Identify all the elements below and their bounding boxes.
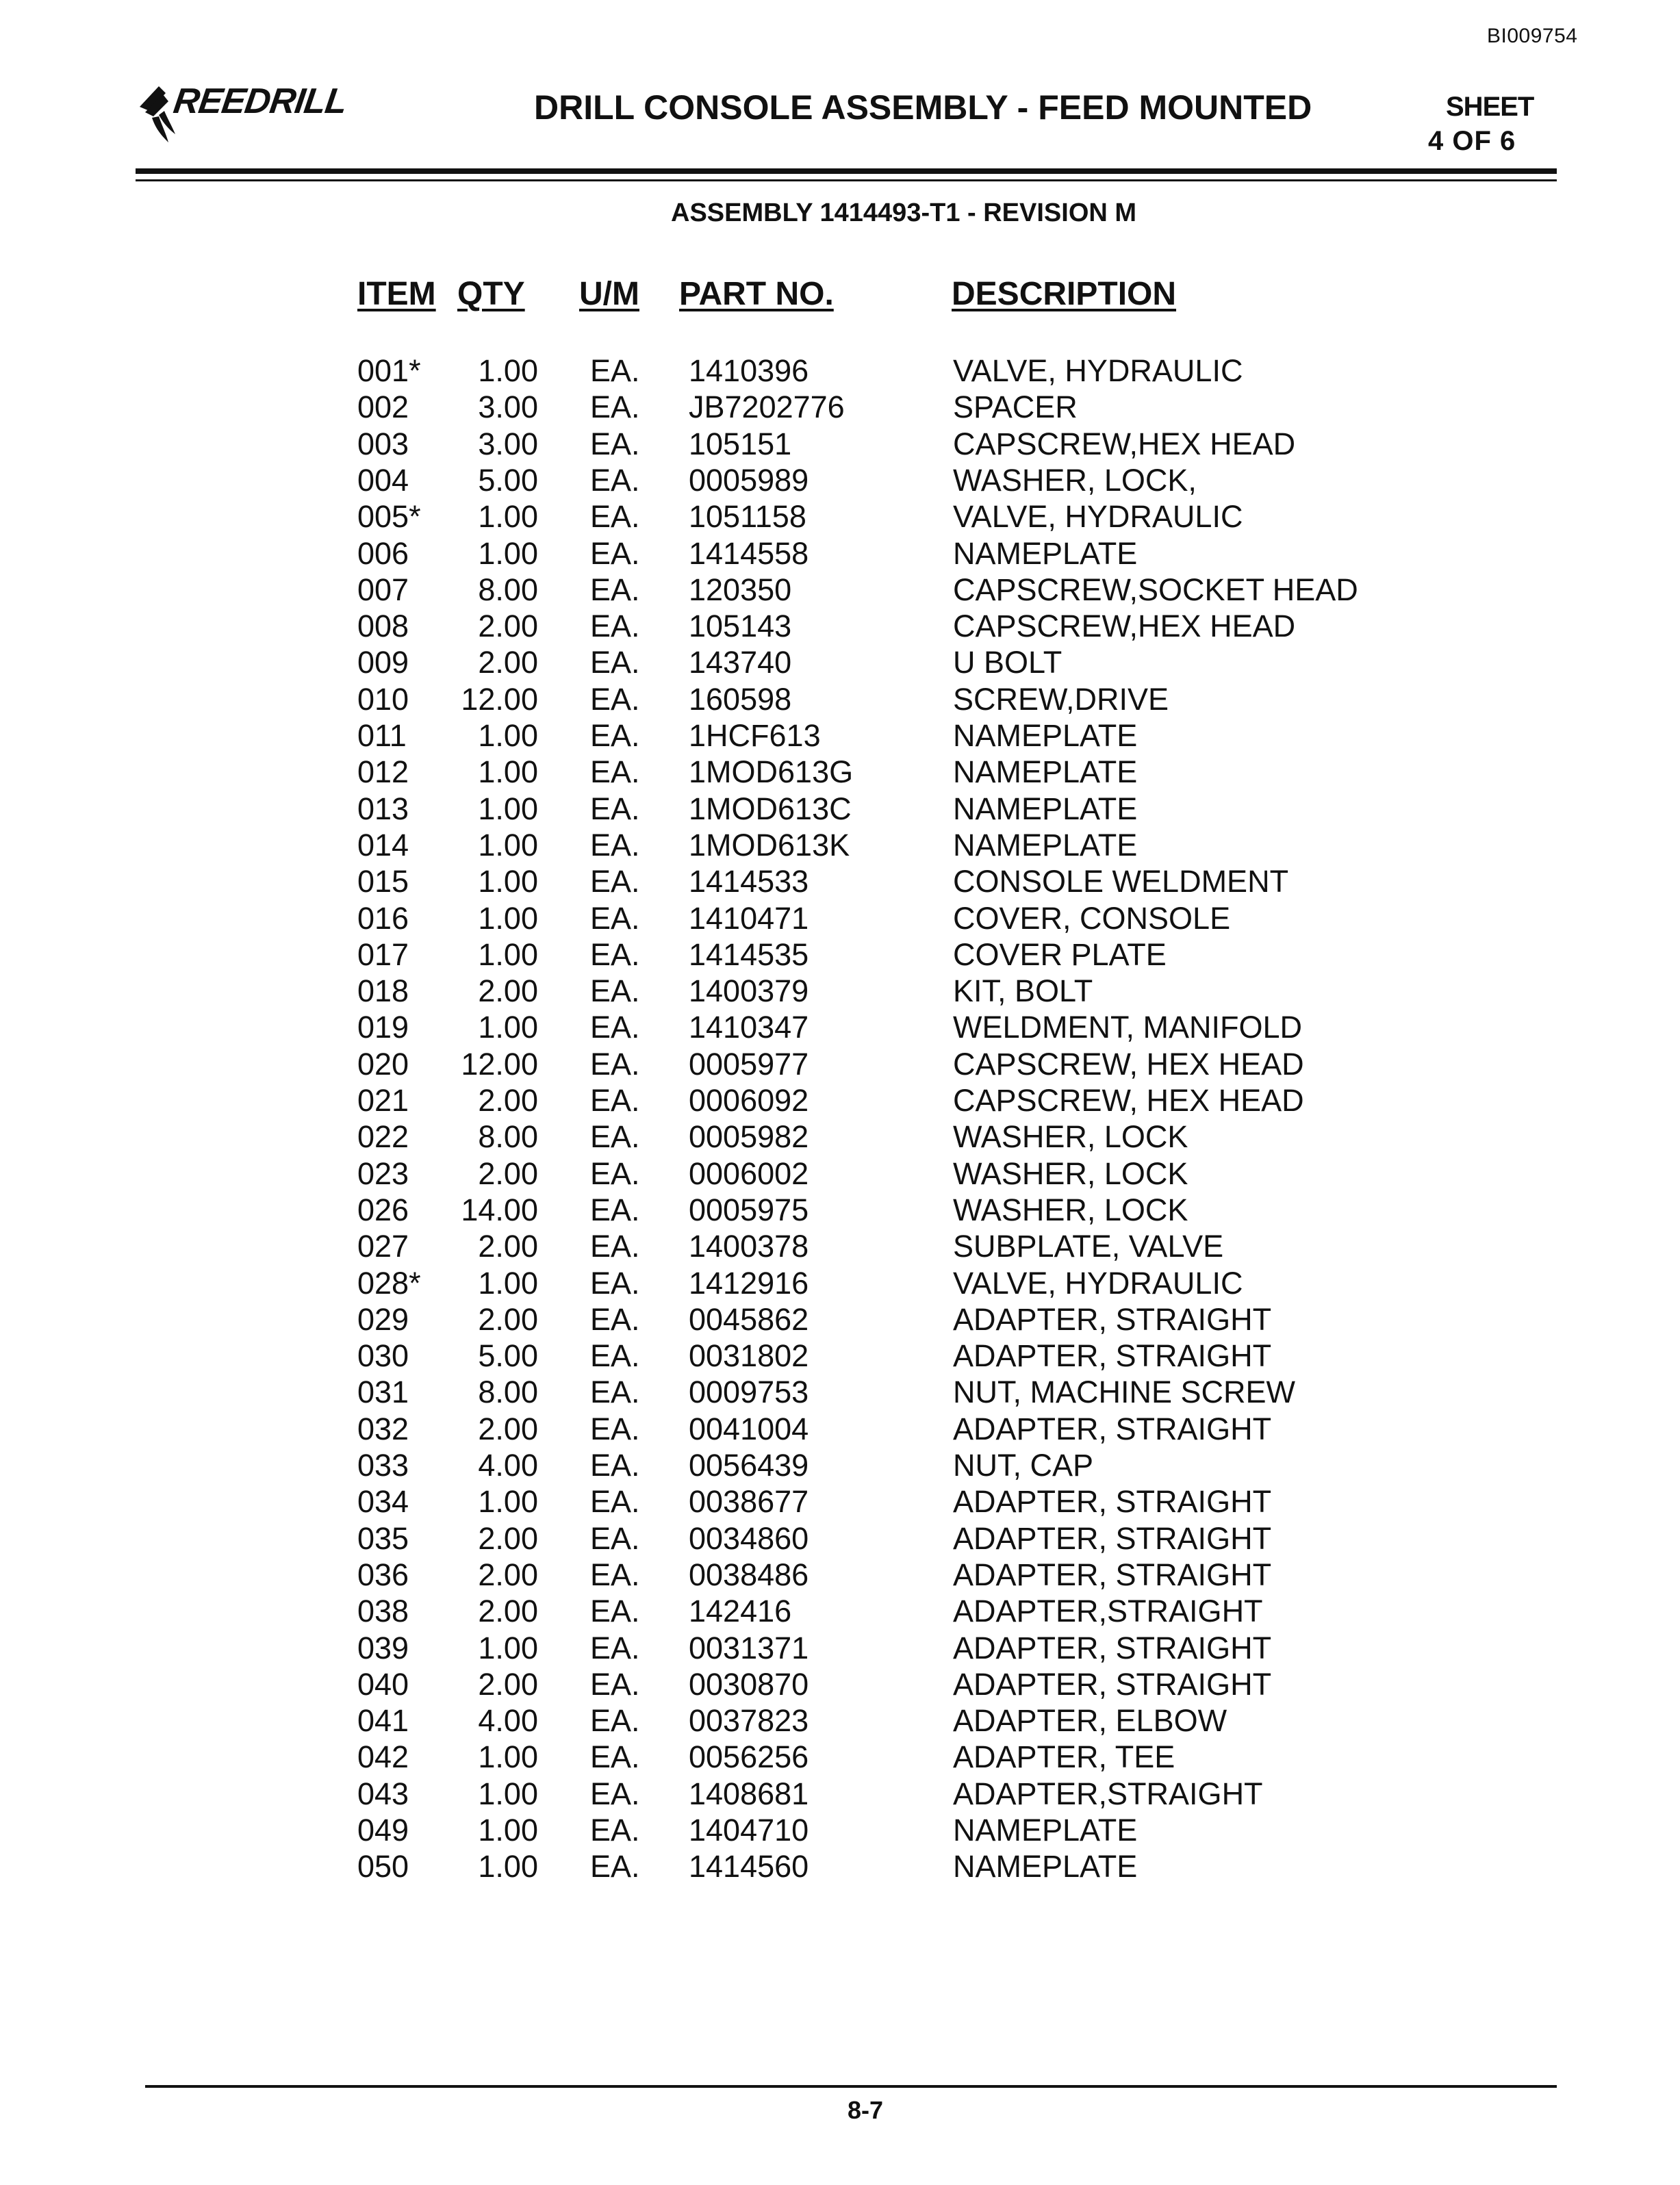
table-row bbox=[0, 864, 1680, 900]
part-no-cell: 0005977 bbox=[689, 1046, 809, 1082]
header-rule-thick bbox=[136, 168, 1557, 174]
um-cell: EA. bbox=[590, 1375, 640, 1410]
description-cell: NUT, CAP bbox=[953, 1448, 1094, 1483]
qty-cell: 1.00 bbox=[478, 353, 538, 388]
um-cell: EA. bbox=[590, 1739, 640, 1775]
um-cell: EA. bbox=[590, 1046, 640, 1082]
qty-cell: 1.00 bbox=[478, 864, 538, 899]
part-no-cell: 0038486 bbox=[689, 1557, 809, 1592]
qty-cell: 1.00 bbox=[478, 900, 538, 936]
part-no-cell: 120350 bbox=[689, 572, 792, 607]
qty-cell: 1.00 bbox=[478, 1739, 538, 1775]
part-no-cell: 0041004 bbox=[689, 1411, 809, 1446]
part-no-cell: 1414533 bbox=[689, 864, 809, 899]
item-cell: 035 bbox=[357, 1520, 409, 1556]
table-row bbox=[0, 754, 1680, 791]
description-cell: NAMEPLATE bbox=[953, 827, 1138, 862]
item-cell: 039 bbox=[357, 1630, 409, 1665]
item-cell: 004 bbox=[357, 462, 409, 498]
um-cell: EA. bbox=[590, 1010, 640, 1045]
item-cell: 010 bbox=[357, 681, 409, 717]
qty-cell: 8.00 bbox=[478, 572, 538, 607]
um-cell: EA. bbox=[590, 426, 640, 461]
item-cell: 009 bbox=[357, 645, 409, 680]
description-cell: VALVE, HYDRAULIC bbox=[953, 1265, 1243, 1301]
qty-cell: 2.00 bbox=[478, 1594, 538, 1629]
table-row bbox=[0, 791, 1680, 828]
description-cell: ADAPTER, TEE bbox=[953, 1739, 1175, 1775]
logo-wordmark: REEDRILL bbox=[170, 81, 350, 121]
table-row bbox=[0, 1192, 1680, 1229]
description-cell: NUT, MACHINE SCREW bbox=[953, 1375, 1296, 1410]
um-cell: EA. bbox=[590, 1192, 640, 1227]
qty-cell: 1.00 bbox=[478, 1813, 538, 1848]
sheet-label: SHEET bbox=[1446, 92, 1534, 122]
description-cell: ADAPTER, STRAIGHT bbox=[953, 1630, 1272, 1665]
table-row bbox=[0, 1010, 1680, 1046]
description-cell: ADAPTER,STRAIGHT bbox=[953, 1776, 1263, 1811]
part-no-cell: 0056256 bbox=[689, 1739, 809, 1775]
document-id: BI009754 bbox=[1487, 25, 1578, 47]
item-cell: 049 bbox=[357, 1813, 409, 1848]
qty-cell: 1.00 bbox=[478, 936, 538, 972]
item-cell: 029 bbox=[357, 1301, 409, 1337]
um-cell: EA. bbox=[590, 1849, 640, 1884]
qty-cell: 2.00 bbox=[478, 1083, 538, 1118]
item-cell: 017 bbox=[357, 936, 409, 972]
item-cell: 012 bbox=[357, 754, 409, 790]
um-cell: EA. bbox=[590, 462, 640, 498]
qty-cell: 1.00 bbox=[478, 827, 538, 862]
part-no-cell: 0009753 bbox=[689, 1375, 809, 1410]
description-cell: ADAPTER, STRAIGHT bbox=[953, 1301, 1272, 1337]
part-no-cell: 0038677 bbox=[689, 1484, 809, 1520]
um-cell: EA. bbox=[590, 1265, 640, 1301]
um-cell: EA. bbox=[590, 1155, 640, 1191]
item-cell: 007 bbox=[357, 572, 409, 607]
um-cell: EA. bbox=[590, 1411, 640, 1446]
table-row bbox=[0, 1776, 1680, 1813]
um-cell: EA. bbox=[590, 1520, 640, 1556]
description-cell: ADAPTER,STRAIGHT bbox=[953, 1594, 1263, 1629]
part-no-cell: 1414560 bbox=[689, 1849, 809, 1884]
qty-cell: 12.00 bbox=[461, 1046, 538, 1082]
table-row bbox=[0, 1521, 1680, 1557]
item-cell: 034 bbox=[357, 1484, 409, 1520]
item-cell: 042 bbox=[357, 1739, 409, 1775]
qty-cell: 2.00 bbox=[478, 1229, 538, 1264]
qty-cell: 1.00 bbox=[478, 1849, 538, 1884]
qty-cell: 1.00 bbox=[478, 499, 538, 535]
table-row bbox=[0, 1411, 1680, 1448]
qty-cell: 1.00 bbox=[478, 1265, 538, 1301]
qty-cell: 8.00 bbox=[478, 1119, 538, 1155]
item-cell: 020 bbox=[357, 1046, 409, 1082]
table-row bbox=[0, 937, 1680, 973]
item-cell: 028* bbox=[357, 1265, 421, 1301]
table-row bbox=[0, 901, 1680, 937]
page-number: 8-7 bbox=[848, 2096, 884, 2124]
table-row bbox=[0, 572, 1680, 609]
description-cell: ADAPTER, STRAIGHT bbox=[953, 1411, 1272, 1446]
description-cell: ADAPTER, STRAIGHT bbox=[953, 1484, 1272, 1520]
table-row bbox=[0, 1484, 1680, 1520]
description-cell: ADAPTER, ELBOW bbox=[953, 1703, 1227, 1739]
um-cell: EA. bbox=[590, 572, 640, 607]
part-no-cell: 1MOD613K bbox=[689, 827, 850, 862]
item-cell: 002 bbox=[357, 389, 409, 425]
table-row bbox=[0, 1849, 1680, 1885]
description-cell: ADAPTER, STRAIGHT bbox=[953, 1666, 1272, 1702]
item-cell: 021 bbox=[357, 1083, 409, 1118]
description-cell: NAMEPLATE bbox=[953, 535, 1138, 571]
um-cell: EA. bbox=[590, 1630, 640, 1665]
item-cell: 030 bbox=[357, 1338, 409, 1374]
company-logo bbox=[136, 77, 368, 152]
um-cell: EA. bbox=[590, 827, 640, 862]
qty-cell: 1.00 bbox=[478, 1776, 538, 1811]
qty-cell: 2.00 bbox=[478, 973, 538, 1009]
part-no-cell: JB7202776 bbox=[689, 389, 845, 425]
part-no-cell: 0031371 bbox=[689, 1630, 809, 1665]
table-row bbox=[0, 1594, 1680, 1630]
um-cell: EA. bbox=[590, 389, 640, 425]
table-row bbox=[0, 426, 1680, 463]
description-cell: CAPSCREW, HEX HEAD bbox=[953, 1083, 1304, 1118]
description-cell: KIT, BOLT bbox=[953, 973, 1093, 1009]
description-cell: SUBPLATE, VALVE bbox=[953, 1229, 1224, 1264]
item-cell: 018 bbox=[357, 973, 409, 1009]
part-no-cell: 143740 bbox=[689, 645, 792, 680]
um-cell: EA. bbox=[590, 1666, 640, 1702]
column-header-um: U/M bbox=[579, 276, 639, 312]
description-cell: WASHER, LOCK bbox=[953, 1155, 1188, 1191]
part-no-cell: 0031802 bbox=[689, 1338, 809, 1374]
description-cell: WASHER, LOCK bbox=[953, 1192, 1188, 1227]
part-no-cell: 0045862 bbox=[689, 1301, 809, 1337]
item-cell: 016 bbox=[357, 900, 409, 936]
part-no-cell: 1051158 bbox=[689, 499, 806, 535]
item-cell: 027 bbox=[357, 1229, 409, 1264]
table-row bbox=[0, 353, 1680, 389]
part-no-cell: 1HCF613 bbox=[689, 718, 821, 753]
qty-cell: 2.00 bbox=[478, 609, 538, 644]
column-header-part-no: PART NO. bbox=[679, 276, 834, 312]
table-row bbox=[0, 1739, 1680, 1776]
um-cell: EA. bbox=[590, 718, 640, 753]
item-cell: 015 bbox=[357, 864, 409, 899]
description-cell: SCREW,DRIVE bbox=[953, 681, 1169, 717]
qty-cell: 4.00 bbox=[478, 1703, 538, 1739]
part-no-cell: 105151 bbox=[689, 426, 792, 461]
description-cell: WASHER, LOCK, bbox=[953, 462, 1197, 498]
um-cell: EA. bbox=[590, 900, 640, 936]
table-row bbox=[0, 645, 1680, 681]
qty-cell: 2.00 bbox=[478, 645, 538, 680]
item-cell: 043 bbox=[357, 1776, 409, 1811]
qty-cell: 1.00 bbox=[478, 754, 538, 790]
table-row bbox=[0, 718, 1680, 754]
item-cell: 040 bbox=[357, 1666, 409, 1702]
um-cell: EA. bbox=[590, 681, 640, 717]
part-no-cell: 0030870 bbox=[689, 1666, 809, 1702]
part-no-cell: 1410396 bbox=[689, 353, 809, 388]
description-cell: ADAPTER, STRAIGHT bbox=[953, 1338, 1272, 1374]
qty-cell: 3.00 bbox=[478, 389, 538, 425]
part-no-cell: 1412916 bbox=[689, 1265, 809, 1301]
part-no-cell: 160598 bbox=[689, 681, 792, 717]
description-cell: U BOLT bbox=[953, 645, 1062, 680]
item-cell: 036 bbox=[357, 1557, 409, 1592]
um-cell: EA. bbox=[590, 535, 640, 571]
table-row bbox=[0, 1119, 1680, 1155]
qty-cell: 1.00 bbox=[478, 718, 538, 753]
item-cell: 014 bbox=[357, 827, 409, 862]
qty-cell: 12.00 bbox=[461, 681, 538, 717]
qty-cell: 2.00 bbox=[478, 1155, 538, 1191]
item-cell: 022 bbox=[357, 1119, 409, 1155]
part-no-cell: 0006092 bbox=[689, 1083, 809, 1118]
um-cell: EA. bbox=[590, 791, 640, 826]
qty-cell: 1.00 bbox=[478, 535, 538, 571]
description-cell: NAMEPLATE bbox=[953, 1813, 1138, 1848]
qty-cell: 1.00 bbox=[478, 1010, 538, 1045]
item-cell: 033 bbox=[357, 1448, 409, 1483]
um-cell: EA. bbox=[590, 1776, 640, 1811]
qty-cell: 2.00 bbox=[478, 1666, 538, 1702]
table-row bbox=[0, 1813, 1680, 1849]
qty-cell: 1.00 bbox=[478, 1630, 538, 1665]
um-cell: EA. bbox=[590, 1301, 640, 1337]
um-cell: EA. bbox=[590, 1813, 640, 1848]
table-row bbox=[0, 1302, 1680, 1338]
qty-cell: 3.00 bbox=[478, 426, 538, 461]
um-cell: EA. bbox=[590, 1703, 640, 1739]
um-cell: EA. bbox=[590, 499, 640, 535]
table-row bbox=[0, 682, 1680, 718]
qty-cell: 2.00 bbox=[478, 1411, 538, 1446]
description-cell: ADAPTER, STRAIGHT bbox=[953, 1520, 1272, 1556]
um-cell: EA. bbox=[590, 754, 640, 790]
table-row bbox=[0, 536, 1680, 572]
table-row bbox=[0, 1156, 1680, 1192]
assembly-title: ASSEMBLY 1414493-T1 - REVISION M bbox=[671, 199, 1137, 227]
part-no-cell: 1408681 bbox=[689, 1776, 809, 1811]
description-cell: COVER PLATE bbox=[953, 936, 1167, 972]
sheet-number: 4 OF 6 bbox=[1428, 126, 1516, 156]
part-no-cell: 1410471 bbox=[689, 900, 809, 936]
table-row bbox=[0, 609, 1680, 645]
um-cell: EA. bbox=[590, 1229, 640, 1264]
item-cell: 032 bbox=[357, 1411, 409, 1446]
qty-cell: 8.00 bbox=[478, 1375, 538, 1410]
table-row bbox=[0, 1557, 1680, 1594]
item-cell: 023 bbox=[357, 1155, 409, 1191]
qty-cell: 14.00 bbox=[461, 1192, 538, 1227]
page-title: DRILL CONSOLE ASSEMBLY - FEED MOUNTED bbox=[534, 88, 1312, 127]
um-cell: EA. bbox=[590, 353, 640, 388]
table-row bbox=[0, 389, 1680, 426]
um-cell: EA. bbox=[590, 1484, 640, 1520]
description-cell: CAPSCREW, HEX HEAD bbox=[953, 1046, 1304, 1082]
um-cell: EA. bbox=[590, 973, 640, 1009]
table-row bbox=[0, 1667, 1680, 1703]
description-cell: NAMEPLATE bbox=[953, 718, 1138, 753]
column-header-item: ITEM bbox=[357, 276, 436, 312]
part-no-cell: 0005975 bbox=[689, 1192, 809, 1227]
qty-cell: 1.00 bbox=[478, 791, 538, 826]
qty-cell: 2.00 bbox=[478, 1557, 538, 1592]
description-cell: COVER, CONSOLE bbox=[953, 900, 1231, 936]
column-header-qty: QTY bbox=[457, 276, 525, 312]
item-cell: 005* bbox=[357, 499, 421, 535]
item-cell: 011 bbox=[357, 718, 407, 753]
header-rule-thin bbox=[136, 179, 1557, 181]
table-row bbox=[0, 1448, 1680, 1484]
description-cell: NAMEPLATE bbox=[953, 1849, 1138, 1884]
footer-rule bbox=[145, 2085, 1557, 2088]
qty-cell: 1.00 bbox=[478, 1484, 538, 1520]
description-cell: WELDMENT, MANIFOLD bbox=[953, 1010, 1303, 1045]
um-cell: EA. bbox=[590, 936, 640, 972]
item-cell: 003 bbox=[357, 426, 409, 461]
item-cell: 041 bbox=[357, 1703, 409, 1739]
qty-cell: 2.00 bbox=[478, 1301, 538, 1337]
part-no-cell: 0056439 bbox=[689, 1448, 809, 1483]
part-no-cell: 0037823 bbox=[689, 1703, 809, 1739]
description-cell: NAMEPLATE bbox=[953, 791, 1138, 826]
description-cell: CAPSCREW,HEX HEAD bbox=[953, 426, 1296, 461]
table-row bbox=[0, 1229, 1680, 1265]
item-cell: 026 bbox=[357, 1192, 409, 1227]
part-no-cell: 1410347 bbox=[689, 1010, 809, 1045]
item-cell: 013 bbox=[357, 791, 409, 826]
table-row bbox=[0, 1338, 1680, 1375]
part-no-cell: 0005989 bbox=[689, 462, 809, 498]
table-row bbox=[0, 1083, 1680, 1119]
part-no-cell: 0034860 bbox=[689, 1520, 809, 1556]
part-no-cell: 1414558 bbox=[689, 535, 809, 571]
qty-cell: 5.00 bbox=[478, 462, 538, 498]
um-cell: EA. bbox=[590, 1448, 640, 1483]
description-cell: VALVE, HYDRAULIC bbox=[953, 499, 1243, 535]
part-no-cell: 105143 bbox=[689, 609, 792, 644]
description-cell: CAPSCREW,SOCKET HEAD bbox=[953, 572, 1358, 607]
um-cell: EA. bbox=[590, 1083, 640, 1118]
table-row bbox=[0, 1631, 1680, 1667]
um-cell: EA. bbox=[590, 1338, 640, 1374]
part-no-cell: 1404710 bbox=[689, 1813, 809, 1848]
qty-cell: 2.00 bbox=[478, 1520, 538, 1556]
part-no-cell: 1400379 bbox=[689, 973, 809, 1009]
part-no-cell: 1400378 bbox=[689, 1229, 809, 1264]
part-no-cell: 142416 bbox=[689, 1594, 792, 1629]
description-cell: CAPSCREW,HEX HEAD bbox=[953, 609, 1296, 644]
um-cell: EA. bbox=[590, 1594, 640, 1629]
um-cell: EA. bbox=[590, 609, 640, 644]
table-row bbox=[0, 463, 1680, 499]
table-row bbox=[0, 973, 1680, 1010]
item-cell: 006 bbox=[357, 535, 409, 571]
um-cell: EA. bbox=[590, 645, 640, 680]
item-cell: 031 bbox=[357, 1375, 409, 1410]
um-cell: EA. bbox=[590, 1557, 640, 1592]
um-cell: EA. bbox=[590, 1119, 640, 1155]
part-no-cell: 1MOD613G bbox=[689, 754, 854, 790]
table-row bbox=[0, 1703, 1680, 1739]
table-row bbox=[0, 1375, 1680, 1411]
table-row bbox=[0, 499, 1680, 535]
item-cell: 008 bbox=[357, 609, 409, 644]
qty-cell: 5.00 bbox=[478, 1338, 538, 1374]
um-cell: EA. bbox=[590, 864, 640, 899]
table-row bbox=[0, 1047, 1680, 1083]
part-no-cell: 0005982 bbox=[689, 1119, 809, 1155]
table-row bbox=[0, 1266, 1680, 1302]
part-no-cell: 0006002 bbox=[689, 1155, 809, 1191]
item-cell: 050 bbox=[357, 1849, 409, 1884]
description-cell: CONSOLE WELDMENT bbox=[953, 864, 1289, 899]
description-cell: ADAPTER, STRAIGHT bbox=[953, 1557, 1272, 1592]
part-no-cell: 1MOD613C bbox=[689, 791, 852, 826]
table-row bbox=[0, 828, 1680, 864]
column-header-description: DESCRIPTION bbox=[952, 276, 1177, 312]
description-cell: WASHER, LOCK bbox=[953, 1119, 1188, 1155]
item-cell: 038 bbox=[357, 1594, 409, 1629]
qty-cell: 4.00 bbox=[478, 1448, 538, 1483]
part-no-cell: 1414535 bbox=[689, 936, 809, 972]
description-cell: VALVE, HYDRAULIC bbox=[953, 353, 1243, 388]
description-cell: SPACER bbox=[953, 389, 1078, 425]
item-cell: 019 bbox=[357, 1010, 409, 1045]
description-cell: NAMEPLATE bbox=[953, 754, 1138, 790]
item-cell: 001* bbox=[357, 353, 421, 388]
